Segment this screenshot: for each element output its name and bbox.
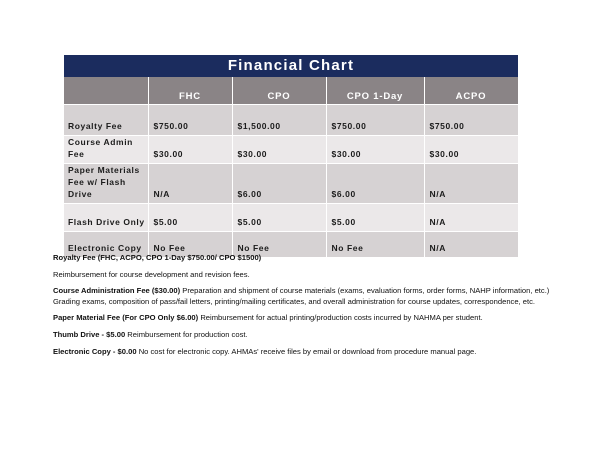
table-header-row — [64, 77, 518, 105]
admin-text: Preparation and shipment of course materials (exams, evaluation forms, order forms, NAHP information, etc.) Grading exams, composition of pass/fail letters, printing/mailing certificates, and overall administration for course updates, correspondence, etc. — [53, 286, 550, 306]
paper-note — [53, 313, 553, 323]
table-cell: $30.00 — [232, 136, 326, 164]
table-cell: N/A — [424, 164, 518, 204]
row-label: Royalty Fee — [64, 105, 148, 136]
table-cell: $6.00 — [326, 164, 424, 204]
table-cell: $5.00 — [326, 204, 424, 232]
table-cell: $750.00 — [424, 105, 518, 136]
table-cell: $30.00 — [148, 136, 232, 164]
row-label: Course Admin Fee — [64, 136, 148, 164]
royalty-note-heading — [53, 253, 553, 263]
table-cell: $1,500.00 — [232, 105, 326, 136]
table-row — [64, 204, 518, 232]
header-cpo: CPO — [232, 77, 326, 105]
table-cell: $5.00 — [232, 204, 326, 232]
table-cell: No Fee — [326, 232, 424, 258]
royalty-note-text: Reimbursement for course development and revision fees. — [53, 269, 250, 279]
ecopy-note — [53, 347, 553, 357]
paper-text: Reimbursement for actual printing/production costs incurred by NAHMA per student. — [200, 313, 483, 323]
header-fhc: FHC — [148, 77, 232, 105]
table-cell: N/A — [424, 204, 518, 232]
row-label: Paper Materials Fee w/ Flash Drive — [64, 164, 148, 204]
thumb-note — [53, 330, 553, 340]
ecopy-heading: Electronic Copy - $0.00 — [53, 346, 137, 356]
table-cell: No Fee — [232, 232, 326, 258]
paper-heading: Paper Material Fee (For CPO Only $6.00) — [53, 313, 199, 323]
royalty-heading: Royalty Fee (FHC, ACPO, CPO 1-Day $750.00/ CPO $1500) — [53, 253, 262, 262]
table-cell: No Fee — [148, 232, 232, 258]
row-label: Electronic Copy — [64, 232, 148, 258]
table-cell: $750.00 — [326, 105, 424, 136]
header-corner — [64, 77, 148, 105]
fee-notes — [53, 253, 553, 363]
row-label: Flash Drive Only — [64, 204, 148, 232]
thumb-heading: Thumb Drive - $5.00 — [53, 330, 126, 340]
admin-note — [53, 286, 553, 306]
thumb-text: Reimbursement for production cost. — [127, 330, 248, 340]
table-cell: $30.00 — [326, 136, 424, 164]
table-row — [64, 164, 518, 204]
table-cell: $5.00 — [148, 204, 232, 232]
table-cell: N/A — [424, 232, 518, 258]
ecopy-text: No cost for electronic copy. AHMAs' receive files by email or download from procedure manual page. — [138, 346, 477, 356]
table-cell: $6.00 — [232, 164, 326, 204]
chart-title: Financial Chart — [64, 55, 518, 77]
table-cell: $30.00 — [424, 136, 518, 164]
header-acpo: ACPO — [424, 77, 518, 105]
table-row — [64, 136, 518, 164]
table-row — [64, 105, 518, 136]
admin-heading: Course Administration Fee ($30.00) — [53, 286, 181, 296]
header-cpo-1-day: CPO 1-Day — [326, 77, 424, 105]
table-cell: $750.00 — [148, 105, 232, 136]
table-cell: N/A — [148, 164, 232, 204]
financial-table — [64, 77, 519, 257]
